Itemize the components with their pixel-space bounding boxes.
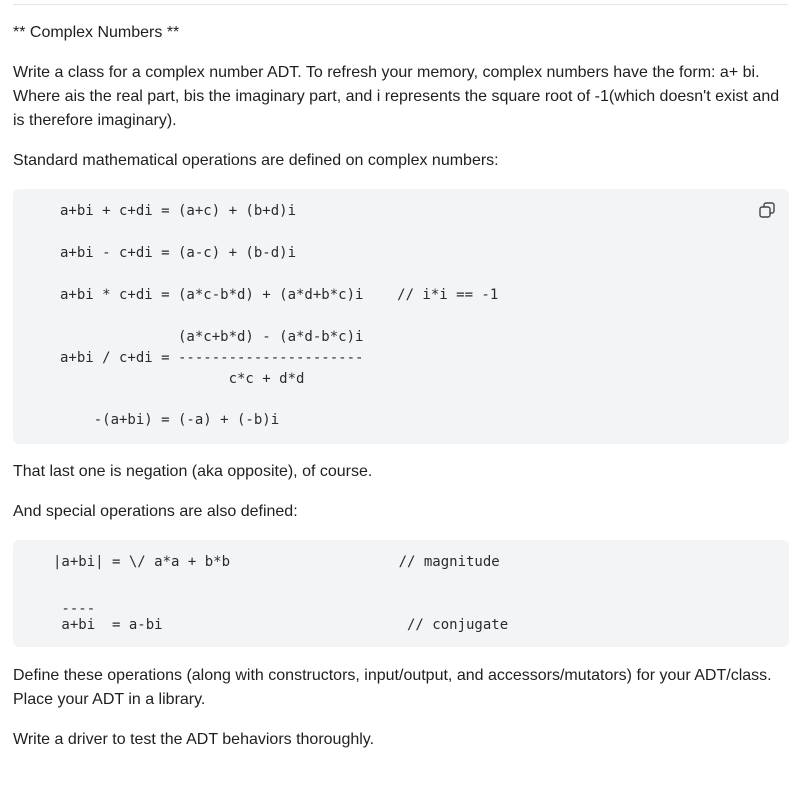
code-line-addition: a+bi + c+di = (a+c) + (b+d)i xyxy=(60,203,297,219)
code-line-conjugate-bar: ---- xyxy=(53,601,96,617)
negation-paragraph: That last one is negation (aka opposite), of course. xyxy=(13,463,373,480)
code-line-negation: -(a+bi) = (-a) + (-b)i xyxy=(60,412,280,428)
section-heading: ** Complex Numbers ** xyxy=(13,24,180,41)
code-line-division-denominator: c*c + d*d xyxy=(60,371,305,387)
standard-ops-paragraph: Standard mathematical operations are defined on complex numbers: xyxy=(13,152,499,169)
intro-line-2: Where ais the real part, bis the imaginary part, and i represents the square root of -1(which doesn't exist and xyxy=(13,88,780,105)
code-line-subtraction: a+bi - c+di = (a-c) + (b-d)i xyxy=(60,245,297,261)
code-line-division-numerator: (a*c+b*d) - (a*d-b*c)i xyxy=(60,329,364,345)
define-line-1: Define these operations (along with constructors, input/output, and accessors/mutators) for your ADT/class. xyxy=(13,667,772,684)
top-divider xyxy=(13,4,788,5)
code-block-special-operations xyxy=(13,540,789,647)
intro-line-3: is therefore imaginary). xyxy=(13,112,177,129)
code-line-multiplication: a+bi * c+di = (a*c-b*d) + (a*d+b*c)i // i*i == -1 xyxy=(60,287,499,303)
copy-icon[interactable] xyxy=(758,201,776,219)
code-block-operations xyxy=(13,189,789,444)
define-line-2: Place your ADT in a library. xyxy=(13,691,206,708)
intro-line-1: Write a class for a complex number ADT. To refresh your memory, complex numbers have the form: a+ bi. xyxy=(13,64,760,81)
special-ops-paragraph: And special operations are also defined: xyxy=(13,503,298,520)
code-line-division-bar: a+bi / c+di = ---------------------- xyxy=(60,350,364,366)
driver-paragraph: Write a driver to test the ADT behaviors thoroughly. xyxy=(13,731,375,748)
code-line-conjugate: a+bi = a-bi // conjugate xyxy=(53,617,509,633)
code-line-magnitude: |a+bi| = \/ a*a + b*b // magnitude xyxy=(53,554,500,570)
